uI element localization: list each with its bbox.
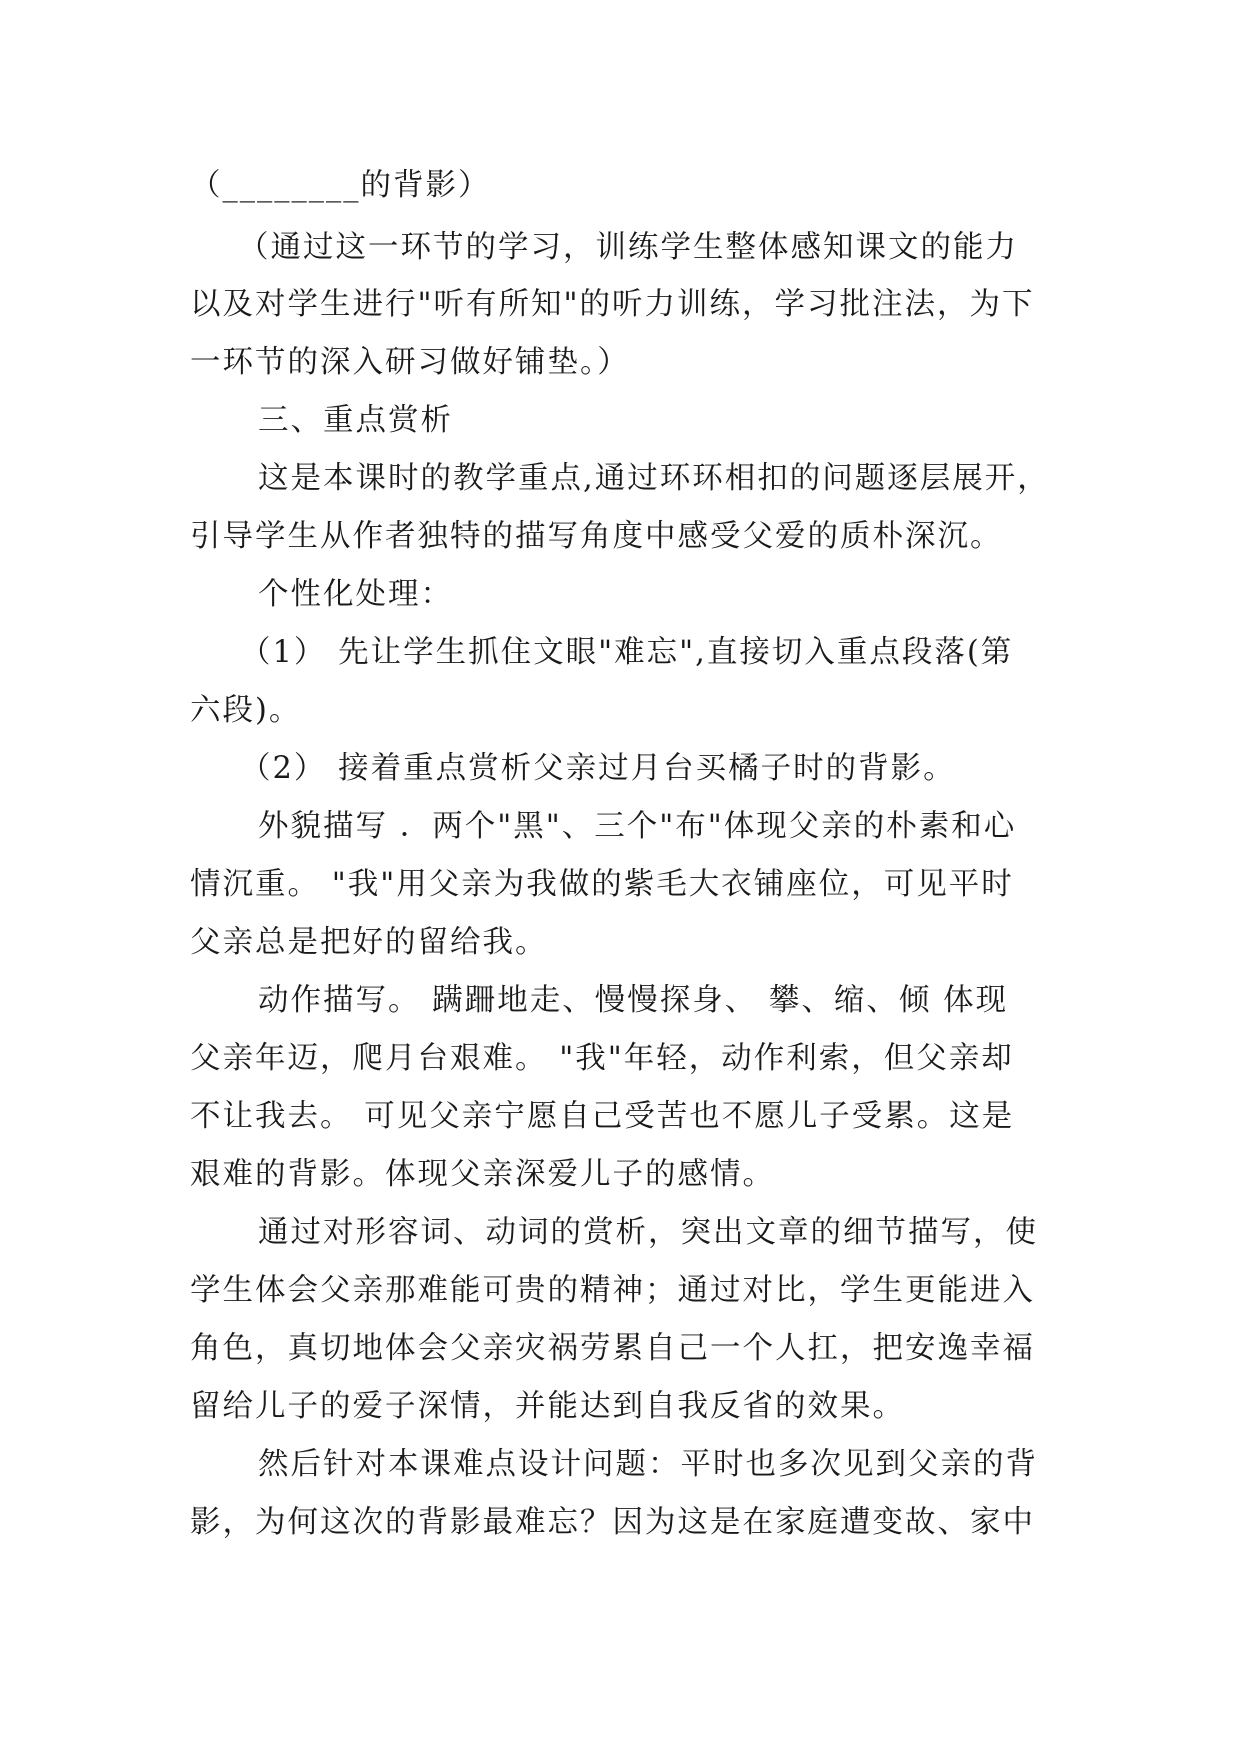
text-line: 父亲年迈，爬月台艰难。 "我"年轻，动作利索，但父亲却: [190, 1041, 1014, 1076]
text-line: 以及对学生进行"听有所知"的听力训练，学习批注法，为下: [190, 287, 1035, 322]
text-line: （2） 接着重点赏析父亲过月台买橘子时的背影。: [240, 751, 956, 786]
text-line: 引导学生从作者独特的描写角度中感受父爱的质朴深沉。: [190, 519, 1003, 554]
text-line: 情沉重。 "我"用父亲为我做的紫毛大衣铺座位，可见平时: [190, 867, 1014, 902]
text-line: 六段)。: [190, 693, 302, 728]
text-line: 角色，真切地体会父亲灾祸劳累自己一个人扛，把安逸幸福: [190, 1331, 1035, 1366]
text-line: 一环节的深入研习做好铺垫。）: [190, 345, 630, 380]
text-line: 学生体会父亲那难能可贵的精神；通过对比，学生更能进入: [190, 1273, 1035, 1308]
text-line: 艰难的背影。体现父亲深爱儿子的感情。: [190, 1157, 775, 1192]
text-line: 父亲总是把好的留给我。: [190, 925, 548, 960]
text-line: 通过对形容词、动词的赏析，突出文章的细节描写，使: [258, 1215, 1038, 1250]
text-line: 然后针对本课难点设计问题：平时也多次见到父亲的背: [258, 1447, 1038, 1482]
text-line: （通过这一环节的学习，训练学生整体感知课文的能力: [238, 230, 1018, 265]
text-line-blank-shadow: （________的背影）: [190, 168, 491, 203]
text-line: 留给儿子的爱子深情，并能达到自我反省的效果。: [190, 1389, 905, 1424]
text-line: 影，为何这次的背影最难忘？因为这是在家庭遭变故、家中: [190, 1505, 1035, 1540]
text-line: （1） 先让学生抓住文眼"难忘",直接切入重点段落(第: [240, 635, 1014, 670]
text-line: 个性化处理：: [258, 577, 453, 612]
text-line: 外貌描写 ．两个"黑"、三个"布"体现父亲的朴素和心: [258, 809, 1017, 844]
text-line: 动作描写。 蹒跚地走、慢慢探身、 攀、缩、倾 体现: [258, 983, 1009, 1018]
section-heading: 三、重点赏析: [258, 403, 453, 438]
text-line: 不让我去。 可见父亲宁愿自己受苦也不愿儿子受累。这是: [190, 1099, 1015, 1134]
text-line: 这是本课时的教学重点,通过环环相扣的问题逐层展开，: [258, 461, 1050, 496]
